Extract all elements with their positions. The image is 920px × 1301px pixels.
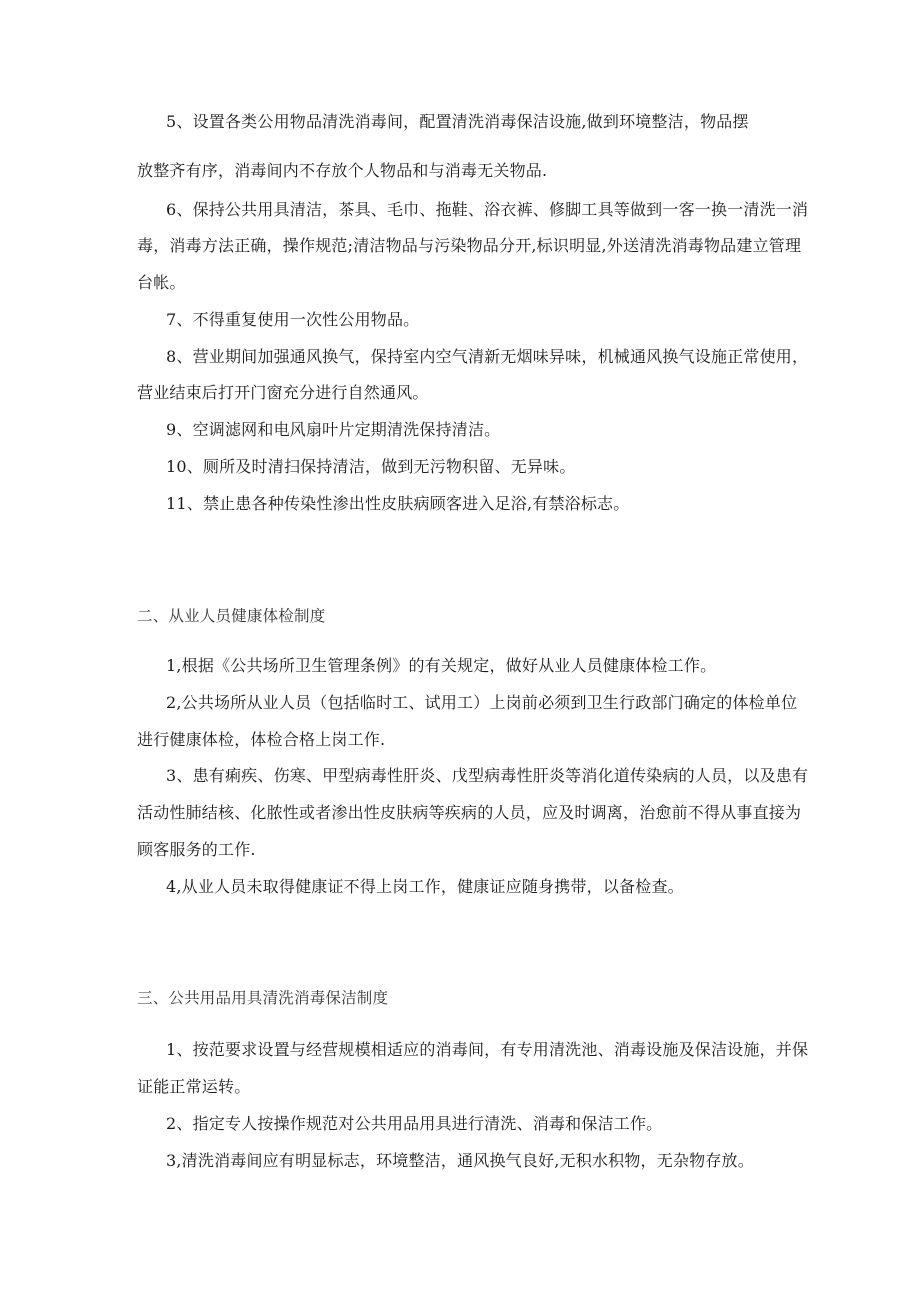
item6-line1: 6、保持公共用具清洁，茶具、毛巾、拖鞋、浴衣裤、修脚工具等做到一客一换一清洗一消 — [166, 200, 809, 219]
s2-item2-line2: 进行健康体检，体检合格上岗工作. — [137, 730, 386, 749]
s2-item3-line1: 3、患有痢疾、伤寒、甲型病毒性肝炎、戊型病毒性肝炎等消化道传染病的人员，以及患有 — [166, 766, 809, 785]
s2-item1: 1,根据《公共场所卫生管理条例》的有关规定，做好从业人员健康体检工作。 — [166, 656, 717, 675]
s3-item3: 3,清洗消毒间应有明显标志，环境整洁，通风换气良好,无积水积物，无杂物存放。 — [166, 1151, 754, 1170]
section3-heading: 三、公共用品用具清洗消毒保洁制度 — [137, 989, 389, 1007]
s3-item2: 2、指定专人按操作规范对公共用品用具进行清洗、消毒和保洁工作。 — [166, 1114, 663, 1133]
s3-item1-line1: 1、按范要求设置与经营规模相适应的消毒间，有专用清洗池、消毒设施及保洁设施，并保 — [166, 1040, 809, 1059]
item8-line2: 营业结束后打开门窗充分进行自然通风。 — [137, 383, 429, 402]
s2-item3-line3: 顾客服务的工作. — [137, 840, 256, 859]
item7: 7、不得重复使用一次性公用物品。 — [166, 310, 420, 329]
item5-line2: 放整齐有序，消毒间内不存放个人物品和与消毒无关物品. — [137, 161, 548, 180]
item6-line3: 台帐。 — [137, 273, 186, 292]
section2-heading: 二、从业人员健康体检制度 — [137, 607, 326, 625]
s2-item2-line1: 2,公共场所从业人员（包括临时工、试用工）上岗前必须到卫生行政部门确定的体检单位 — [166, 693, 798, 712]
item5-line1: 5、设置各类公用物品清洗消毒间，配置清洗消毒保洁设施,做到环境整洁，物品摆 — [166, 112, 749, 131]
item6-line2: 毒，消毒方法正确，操作规范;清洁物品与污染物品分开,标识明显,外送清洗消毒物品建立管理 — [137, 236, 802, 255]
item8-line1: 8、营业期间加强通风换气，保持室内空气清新无烟味异味，机械通风换气设施正常使用， — [166, 347, 809, 366]
s2-item3-line2: 活动性肺结核、化脓性或者渗出性皮肤病等疾病的人员，应及时调离，治愈前不得从事直接为 — [137, 803, 802, 822]
item9: 9、空调滤网和电风扇叶片定期清洗保持清洁。 — [166, 420, 501, 439]
s2-item4: 4,从业人员未取得健康证不得上岗工作，健康证应随身携带，以备检查。 — [166, 877, 684, 896]
s3-item1-line2: 证能正常运转。 — [137, 1077, 251, 1096]
item11: 11、禁止患各种传染性渗出性皮肤病顾客进入足浴,有禁浴标志。 — [166, 494, 630, 513]
item10: 10、厕所及时清扫保持清洁，做到无污物积留、无异味。 — [166, 457, 576, 476]
